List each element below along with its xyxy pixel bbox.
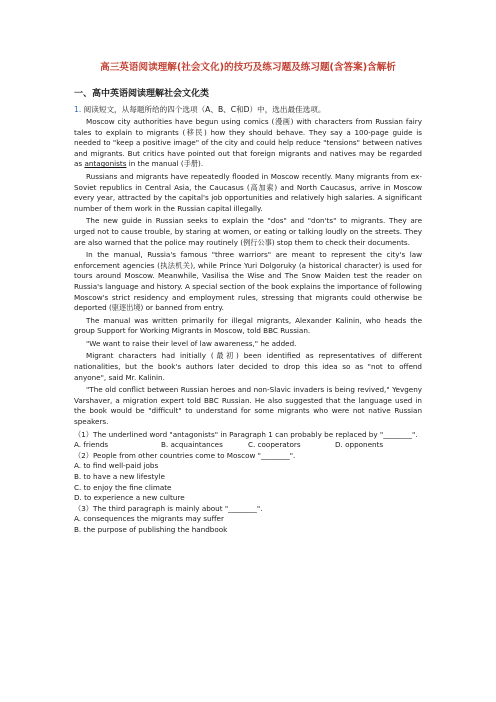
question-3-stem: （3）The third paragraph is mainly about "________". (74, 503, 263, 513)
question-number: 1. (74, 105, 82, 114)
option-a: A. consequences the migrants may suffer (74, 514, 224, 524)
option-d: D. to experience a new culture (74, 493, 185, 503)
option-d: D. opponents (335, 440, 384, 450)
paragraph-5: The manual was written primarily for illegal migrants, Alexander Kalinin, who heads the group Support for Working Migrants in Moscow, told BBC Russian. (74, 315, 422, 336)
option-b: B. to have a new lifestyle (74, 472, 165, 481)
paragraph-8: "The old conflict between Russian heroes and non-Slavic invaders is being revived," Yevgeny Varshaver, a migration expert told BBC Russian. He also suggested that the language used in the book would be "difficult" to understand for some migrants who were not native Russian speakers. (74, 385, 422, 427)
question-1-stem: （1）The underlined word "antagonists" in Paragraph 1 can probably be replaced by "________". (74, 429, 418, 439)
question-2-stem: （2）People from other countries come to Moscow "________". (74, 450, 296, 460)
option-b: B. the purpose of publishing the handbook (74, 524, 228, 534)
option-c: C. cooperators (248, 440, 301, 450)
option-a: A. to find well-paid jobs (74, 461, 159, 471)
paragraph-3: The new guide in Russian seeks to explain the "dos" and "don'ts" to migrants. They are urged not to cause trouble, by staring at women, or eating or talking loudly on the streets. They are also warned that the police may routinely (例行公事) stop them to check their documents. (74, 216, 422, 247)
option-c: C. to enjoy the fine climate (74, 482, 172, 492)
question-1-options (74, 440, 422, 451)
paragraph-2: Russians and migrants have repeatedly flooded in Moscow recently. Many migrants from ex-Soviet republics in Central Asia, the Caucasus (高加索) and North Caucasus, arrive in Moscow every year, attracted by the capital's job opportunities and relatively high salaries. A significant number of them work in the Russian capital illegally. (74, 171, 422, 213)
paragraph-1-part-b: in the manual (手册). (126, 159, 204, 169)
option-a: A. friends (74, 440, 109, 450)
option-b: B. acquaintances (161, 440, 223, 450)
section-heading: 一、高中英语阅读理解社会文化类 (74, 89, 210, 99)
paragraph-6: "We want to raise their level of law awareness," he added. (86, 338, 297, 348)
paragraph-1-part-a: Moscow city authorities have begun using comics (漫画) with characters from Russian fairy tales to explain to migrants (移民) how they should behave. They say a 100-page guide is needed to "keep a positive image" of the city and could help reduce "tensions" between natives and migrants. But critics have pointed out that foreign migrants and natives may be regarded as (74, 117, 422, 169)
underlined-word: antagonists (84, 159, 127, 169)
document-title: 高三英语阅读理解(社会文化)的技巧及练习题及练习题(含答案)含解析 (100, 62, 396, 73)
paragraph-7: Migrant characters had initially (最初) been identified as representatives of different nationalities, but the book's authors later decided to drop this idea so as "not to offend anyone", said Mr. Kalinin. (74, 351, 422, 382)
paragraph-1 (74, 117, 422, 170)
question-intro-text: 阅读短文，从每题所给的四个选项（A、B、C和D）中，选出最佳选项。 (83, 105, 326, 114)
question-intro (74, 104, 422, 115)
paragraph-4: In the manual, Russia's famous "three warriors" are meant to represent the city's law enforcement agencies (执法机关), while Prince Yuri Dolgoruky (a historical character) is used for tours around Moscow. Meanwhile, Vasilisa the Wise and The Snow Maiden test the reader on Russia's language and history. A special section of the book explains the importance of following Moscow's strict residency and employment rules, stressing that migrants could otherwise be deported (驱逐出境) or banned from entry. (74, 250, 422, 313)
